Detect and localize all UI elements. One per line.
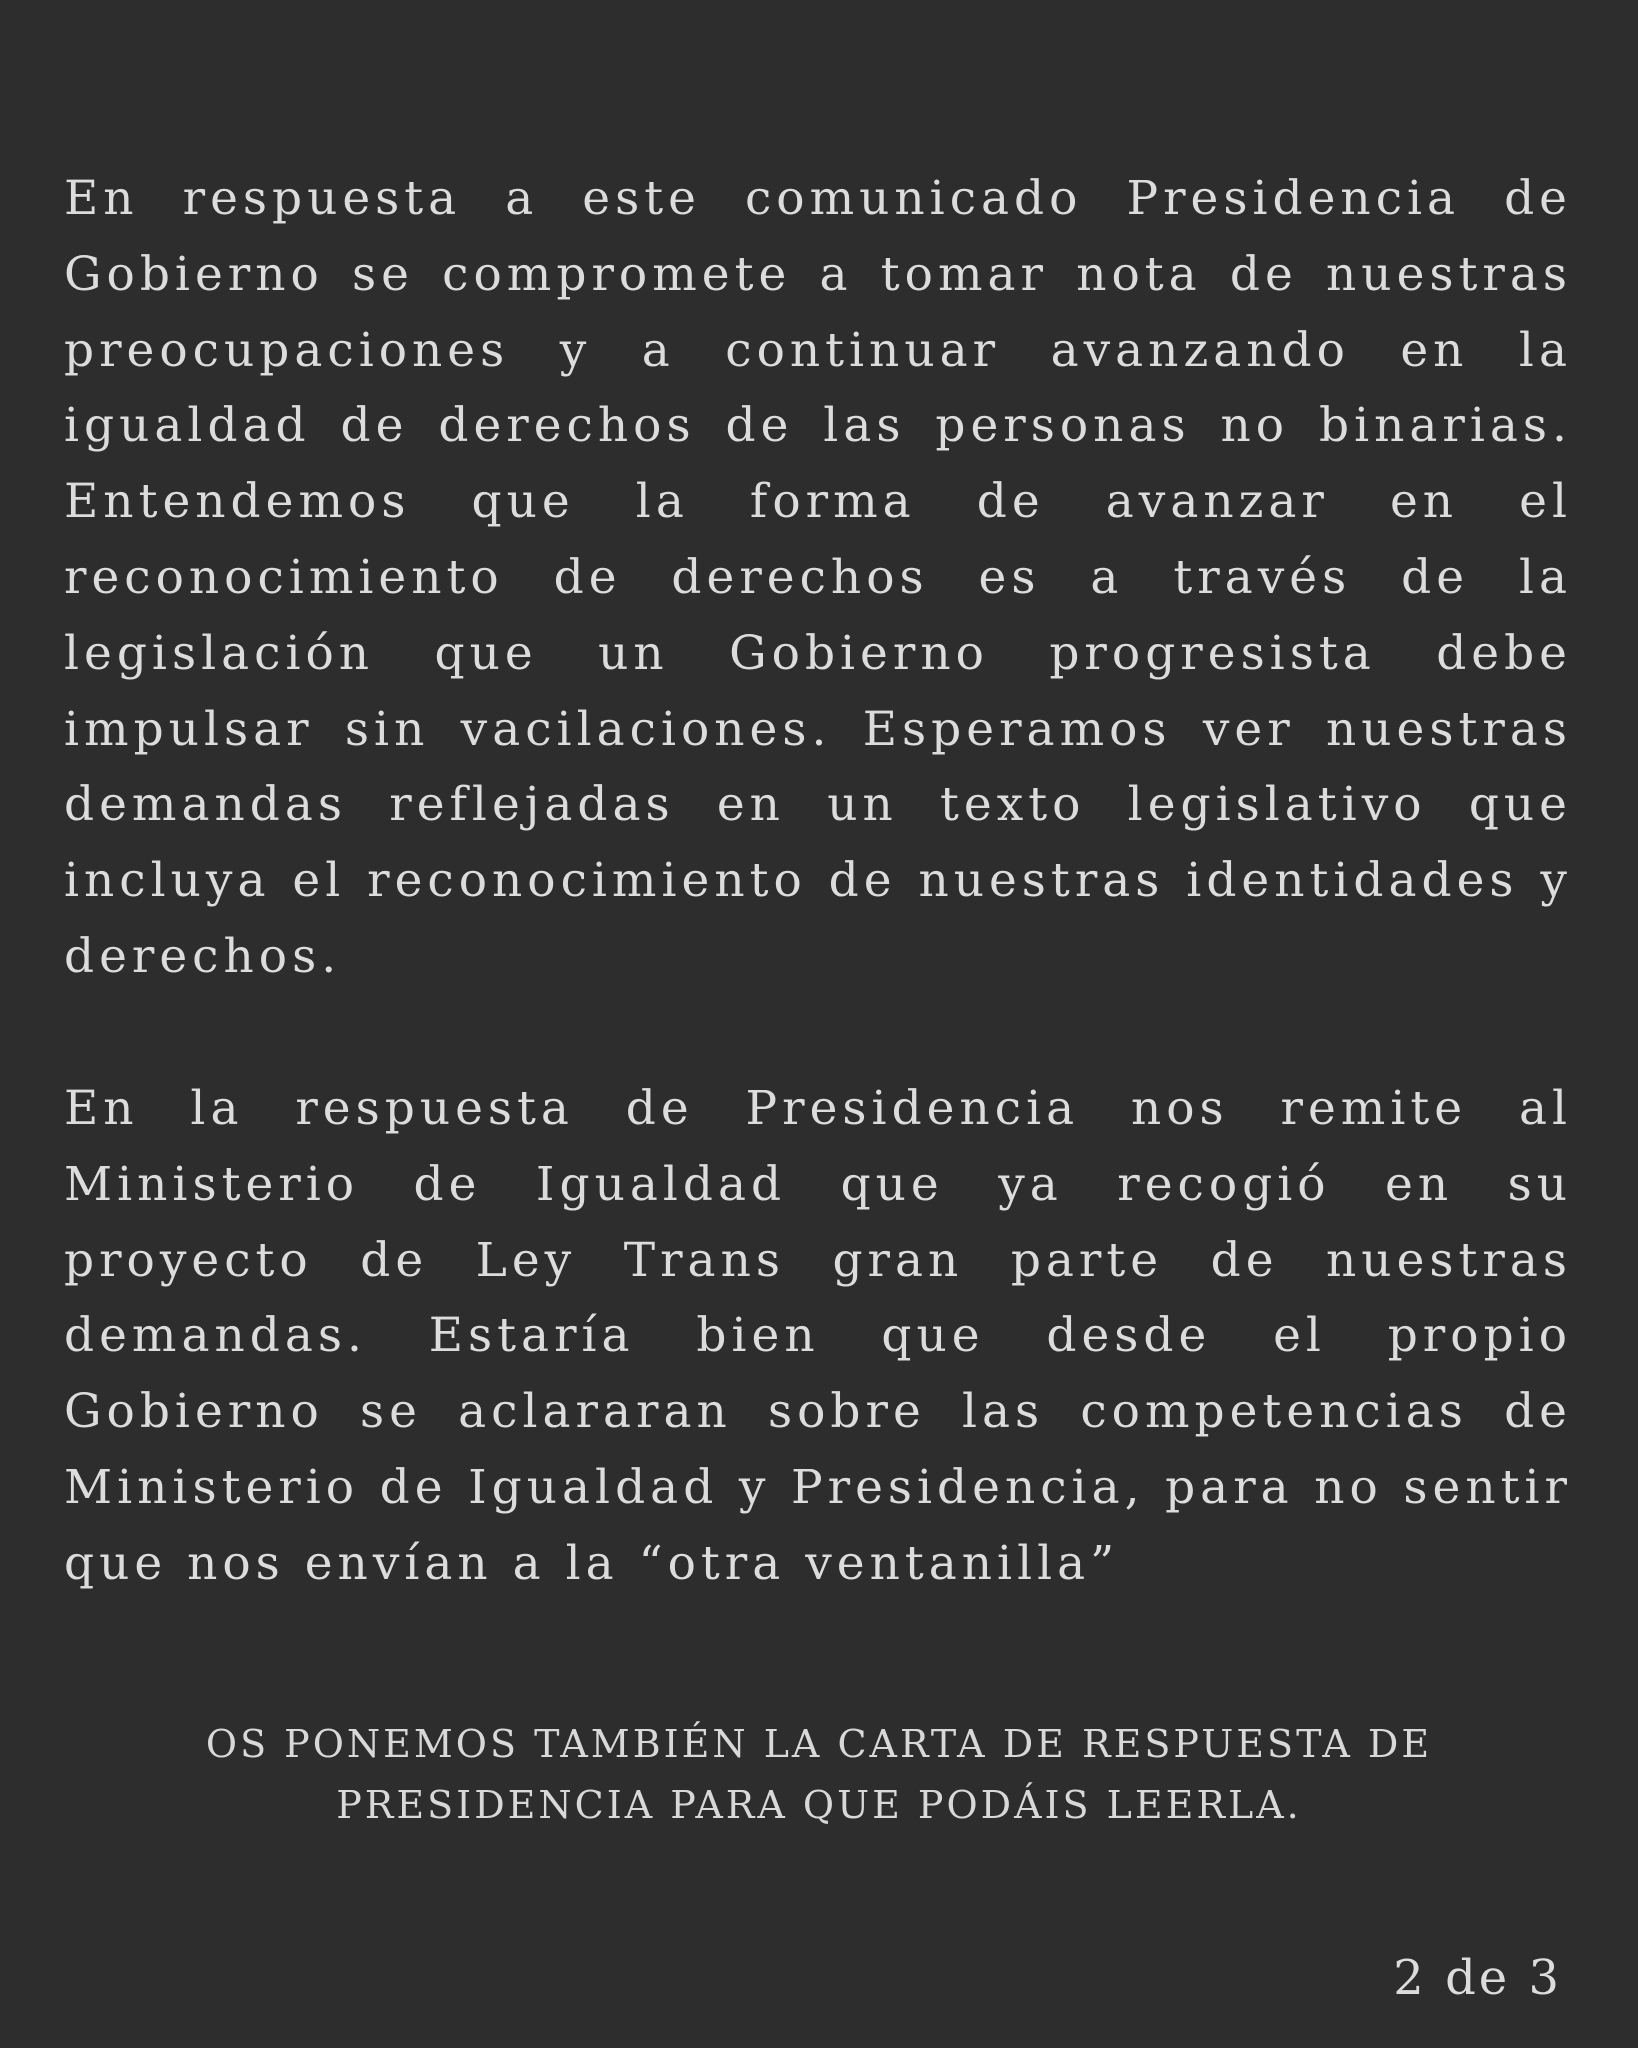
body-paragraph: En respuesta a este comunicado Presidencia de Gobierno se compromete a tomar nota de nuestras preocupaciones y a continuar avanzando en la igualdad de derechos de las personas no binarias. Entendemos que la forma de avanzar en el reconocimiento de derechos es a través de la legislación que un Gobierno progresista debe impulsar sin vacilaciones. Esperamos ver nuestras demandas reflejadas en un texto legislativo que incluya el reconocimiento de nuestras identidades y derechos. [64,171,1572,984]
closing-note-line: PRESIDENCIA PARA QUE PODÁIS LEERLA. [336,1783,1302,1827]
closing-note [150,1714,1488,1836]
body-paragraph: En la respuesta de Presidencia nos remite al Ministerio de Igualdad que ya recogió en su proyecto de Ley Trans gran parte de nuestras demandas. Estaría bien que desde el propio Gobierno se aclararan sobre las competencias de Ministerio de Igualdad y Presidencia, para no sentir que nos envían a la “otra ventanilla” [64,1081,1572,1591]
page-number: 2 de 3 [1393,1950,1562,2006]
closing-note-line: OS PONEMOS TAMBIÉN LA CARTA DE RESPUESTA DE [205,1722,1433,1766]
